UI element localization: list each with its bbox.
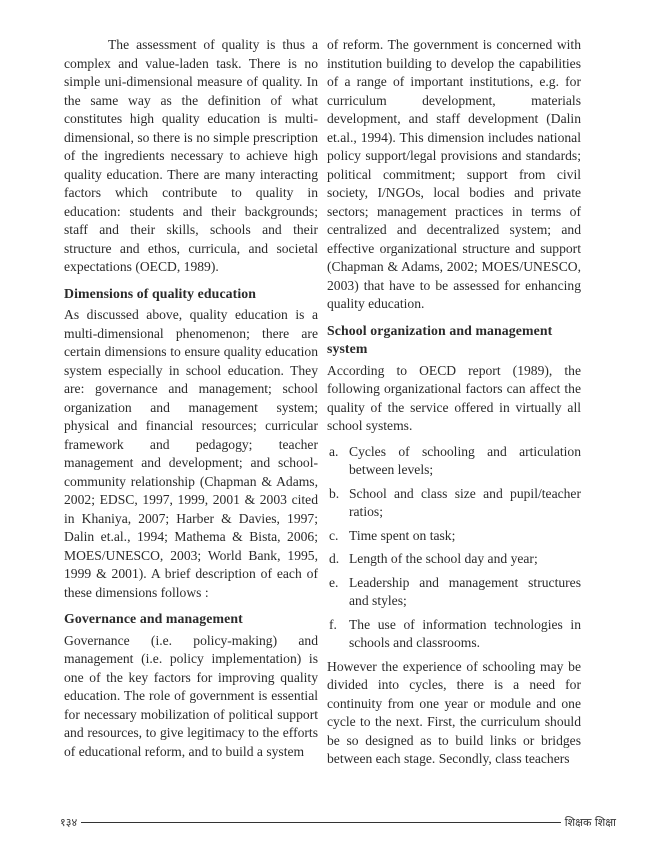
list-marker: f. (329, 616, 337, 632)
list-item-text: Length of the school day and year; (349, 551, 538, 566)
heading-dimensions-of-quality-education: Dimensions of quality education (64, 285, 257, 301)
list-item (327, 527, 581, 546)
continuity-paragraph: However the experience of schooling may be divided into cycles, there is a need for continuity from one year or module and one cycle to the next. First, the curriculum should be so designed as to build links or bridges between each stage. Secondly, class teachers (327, 658, 581, 766)
oecd-paragraph: According to OECD report (1989), the following organizational factors can affect the quality of the service offered in virtually all school systems. (327, 362, 581, 433)
governance-paragraph: Governance (i.e. policy-making) and management (i.e. policy implementation) is one of the key factors for improving quality education. The role of government is essential for necessary mobilization of political support and resources, to give legitimacy to the efforts of educational reform, and to build a system (64, 632, 318, 759)
list-item-text: School and class size and pupil/teacher ratios; (349, 485, 581, 519)
list-marker: c. (329, 527, 339, 543)
list-marker: a. (329, 443, 339, 459)
heading-governance-and-management: Governance and management (64, 611, 243, 626)
intro-paragraph: The assessment of quality is thus a complex and value-laden task. There is no simple uni-dimensional measure of quality. In the same way as the definition of what constitutes high quality education is multi-dimensional, so there is no simple prescription of the ingredients necessary to achieve high quality education. There are many interacting factors which contribute to quality in education: students and their backgrounds; staff and their skills, schools and their structure and ethos, curricula, and societal expectations (OECD, 1989). (64, 37, 318, 274)
list-item-text: Leadership and management structures and styles; (349, 574, 581, 608)
list-marker: d. (329, 551, 340, 566)
list-marker: b. (329, 485, 340, 501)
list-marker: e. (329, 574, 339, 590)
list-item-text: Time spent on task; (349, 527, 456, 543)
list-item-text: Cycles of schooling and articulation between levels; (349, 443, 581, 477)
dimensions-paragraph: As discussed above, quality education is a multi-dimensional phenomenon; there are certain dimensions to ensure quality education system especially in school education. They are: governance and management; school organization and management system; physical and financial resources; curricular framework and pedagogy; teacher management and development; and school-community relationship (Chapman & Adams, 2002; EDSC, 1997, 1999, 2001 & 2003 cited in Khaniya, 2007; Harber & Davies, 1997; Dalin et.al., 1994; Mathema & Bista, 2006; MOES/UNESCO, 2003; World Bank, 1995, 1999 & 2001). A brief description of each of these dimensions follows : (64, 307, 318, 600)
organizational-factors-list (327, 443, 581, 653)
journal-title: शिक्षक शिक्षा (564, 815, 616, 829)
right-column (327, 36, 581, 769)
list-item (327, 616, 581, 653)
heading-school-organization: School organization and management system (327, 322, 553, 356)
page-footer (60, 812, 616, 832)
list-item (327, 574, 581, 611)
governance-continued-paragraph: of reform. The government is concerned with institution building to develop the capabilities of a range of important institutions, e.g. for curriculum development, materials development, and staff development (Dalin et.al., 1994). This dimension includes national policy support/legal provisions and standards; political commitment; support from civil society, I/NGOs, local bodies and private sectors; management practices in terms of centralized and decentralized system; and effective organizational structure and support (Chapman & Adams, 2002; MOES/UNESCO, 2003) that have to be assessed for enhancing quality education. (327, 37, 581, 311)
list-item-text: The use of information technologies in schools and classrooms. (349, 616, 581, 650)
page-number: १३४ (60, 815, 78, 829)
footer-rule (81, 822, 561, 823)
list-item (327, 443, 581, 480)
list-item (327, 485, 581, 522)
left-column (64, 36, 318, 761)
list-item (327, 550, 581, 569)
